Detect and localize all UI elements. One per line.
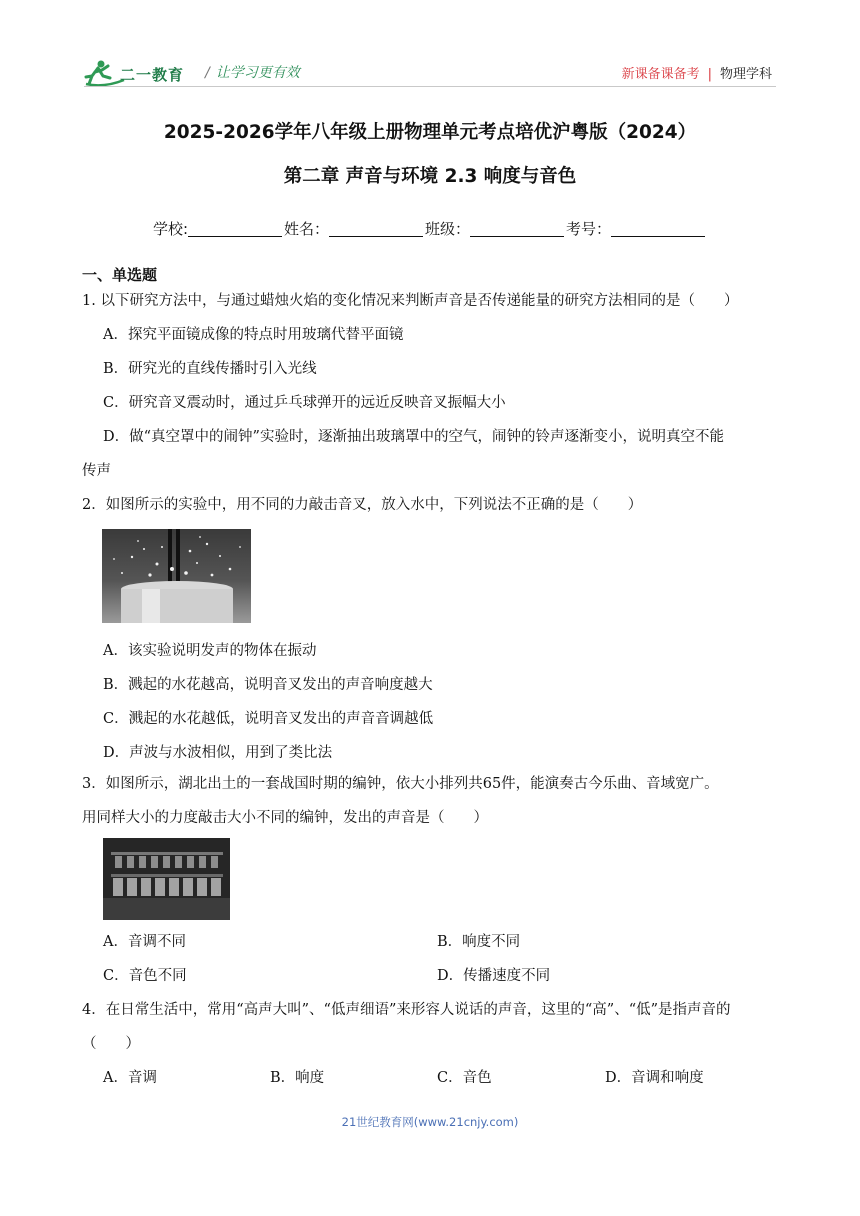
question-4-stem-line1: 4．在日常生活中，常用“高声大叫”、“低声细语”来形容人说话的声音，这里的“高”、“低”是指声音的 [82, 1002, 731, 1018]
question-1-option-d-continued: 传声 [82, 463, 111, 479]
name-label: 姓名： [284, 220, 330, 238]
question-3-stem-line1: 3．如图所示，湖北出土的一套战国时期的编钟，依大小排列共65件，能演奏古今乐曲、音域宽广。 [82, 776, 719, 792]
school-label: 学校: [152, 220, 188, 238]
question-3-option-d: D．传播速度不同 [437, 968, 551, 984]
question-4-option-c: C．音色 [437, 1070, 492, 1086]
question-2-option-a: A．该实验说明发声的物体在振动 [103, 643, 317, 659]
document-title: 2025-2026学年八年级上册物理单元考点培优沪粤版（2024） [163, 122, 697, 143]
question-3-option-c: C．音色不同 [103, 968, 187, 984]
section-heading: 一、单选题 [82, 266, 158, 284]
bianzhong-bells-photo [103, 838, 230, 920]
question-2-option-d: D．声波与水波相似，用到了类比法 [103, 745, 333, 761]
student-info-line [0, 218, 860, 239]
logo-text: 二一教育 [120, 66, 185, 84]
footer-source[interactable]: 21世纪教育网(www.21cnjy.com) [341, 1115, 519, 1129]
question-4-option-d: D．音调和响度 [605, 1070, 704, 1086]
name-blank[interactable] [329, 220, 423, 237]
question-2-stem: 2．如图所示的实验中，用不同的力敲击音叉，放入水中，下列说法不正确的是（ ） [82, 497, 643, 513]
question-3-option-a: A．音调不同 [103, 934, 186, 950]
header-subject-label: 物理学科 [719, 67, 772, 82]
question-2-option-c: C．溅起的水花越低，说明音叉发出的声音音调越低 [103, 711, 434, 727]
question-1-option-a: A．探究平面镜成像的特点时用玻璃代替平面镜 [103, 327, 404, 343]
number-label: 考号： [566, 220, 612, 238]
header-course-label: 新课备课备考 [621, 67, 700, 82]
tuning-fork-water-photo [102, 529, 251, 623]
question-1-stem: 1. 以下研究方法中，与通过蜡烛火焰的变化情况来判断声音是否传递能量的研究方法相同的是（ ） [82, 293, 739, 309]
class-label: 班级： [425, 220, 471, 238]
header-right: 新课备课备考 | 物理学科 [621, 67, 772, 82]
question-1-option-b: B．研究光的直线传播时引入光线 [103, 361, 317, 377]
question-4-option-b: B．响度 [270, 1070, 325, 1086]
class-blank[interactable] [470, 220, 564, 237]
question-4-stem-line2: （ ） [82, 1036, 140, 1052]
question-3-stem-line2: 用同样大小的力度敲击大小不同的编钟，发出的声音是（ ） [82, 810, 488, 826]
question-1-option-c: C．研究音叉震动时，通过乒乓球弹开的远近反映音叉振幅大小 [103, 395, 506, 411]
question-3-option-b: B．响度不同 [437, 934, 521, 950]
question-2-option-b: B．溅起的水花越高，说明音叉发出的声音响度越大 [103, 677, 433, 693]
question-4-option-a: A．音调 [103, 1070, 157, 1086]
chapter-title: 第二章 声音与环境 2.3 响度与音色 [283, 166, 577, 187]
slogan: / 让学习更有效 [205, 65, 300, 81]
header-divider [84, 86, 776, 87]
question-1-option-d: D．做“真空罩中的闹钟”实验时，逐渐抽出玻璃罩中的空气，闹钟的铃声逐渐变小，说明真空不能 [103, 429, 724, 445]
school-blank[interactable] [188, 220, 282, 237]
number-blank[interactable] [611, 220, 705, 237]
